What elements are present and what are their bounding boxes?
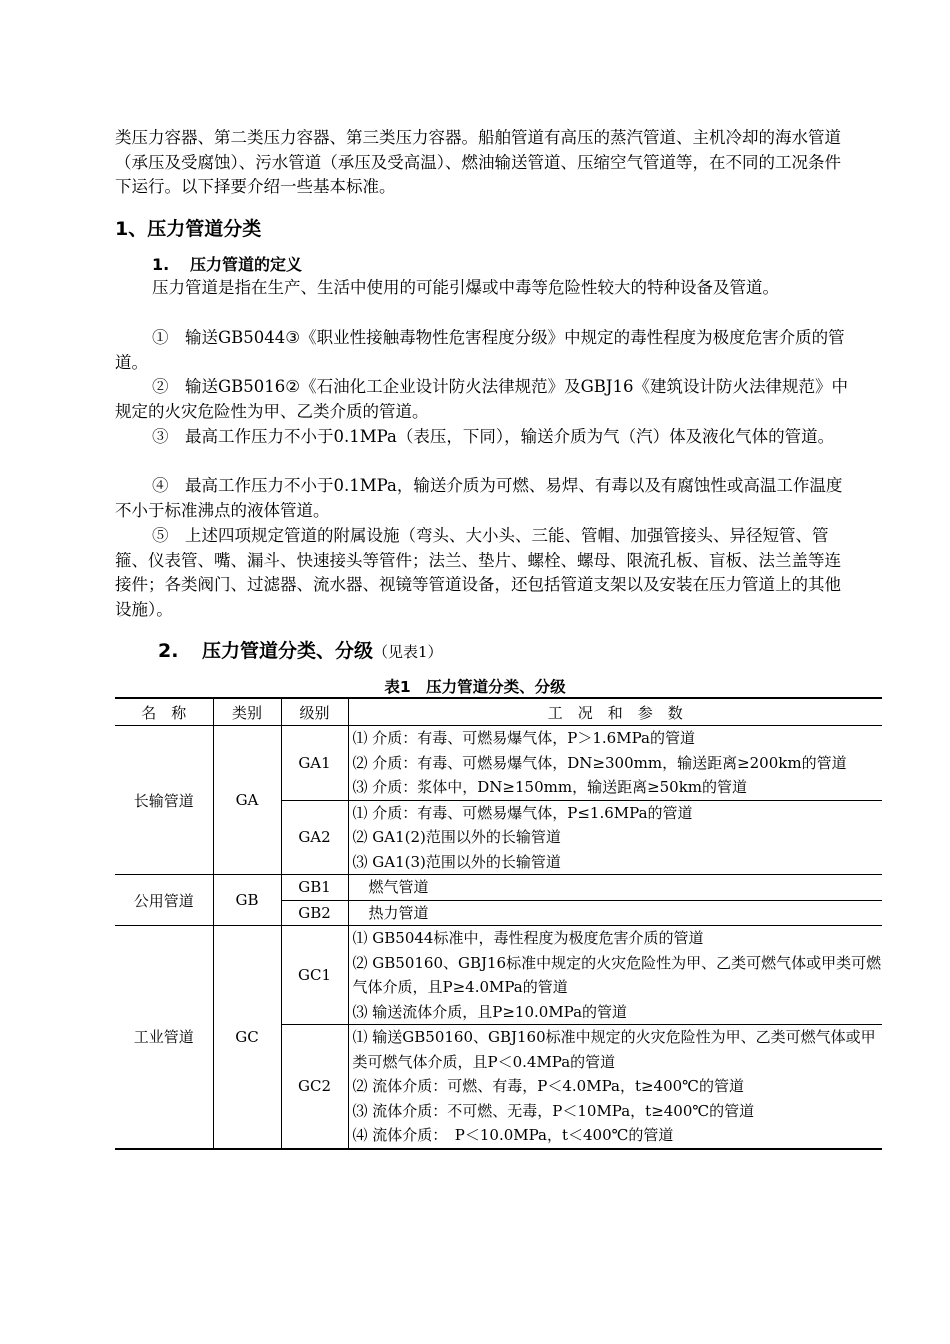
row-conditions-cell xyxy=(348,800,882,875)
definition-item-5: ⑤ 上述四项规定管道的附属设施（弯头、大小头、三能、管帽、加强管接头、异径短管、管箍、仪表管、嘴、漏斗、快速接头等管件；法兰、垫片、螺栓、螺母、限流孔板、盲板、法兰盖等连接件；各类阀门、过滤器、流水器、视镜等管道设备，还包括管道支架以及安装在压力管道上的其他设施）。 xyxy=(115,526,841,619)
table-header-row xyxy=(115,698,882,726)
subsection-number: 1. xyxy=(152,255,170,274)
row-category-cell: GC xyxy=(213,926,281,1149)
row-category-cell: GB xyxy=(213,875,281,926)
table-row xyxy=(115,875,882,901)
condition-line: ⑵ GB50160、GBJ16标准中规定的火灾危险性为甲、乙类可燃气体或甲类可燃气体介质，且P≥4.0MPa的管道 xyxy=(352,953,882,996)
condition-line: ⑴ GB5044标准中，毒性程度为极度危害介质的管道 xyxy=(352,929,704,947)
row-conditions-cell xyxy=(348,726,882,801)
section-heading-1: 1、压力管道分类 xyxy=(115,218,262,240)
row-category-cell: GA xyxy=(213,726,281,875)
table-reference-note: （见表1） xyxy=(373,643,443,661)
row-grade-cell: GA2 xyxy=(281,800,348,875)
row-grade-cell: GC1 xyxy=(281,926,348,1025)
condition-line: 热力管道 xyxy=(368,903,429,922)
row-conditions-cell xyxy=(348,900,882,926)
header-name: 名 称 xyxy=(115,698,213,726)
row-conditions-cell xyxy=(348,926,882,1025)
subsection-title: 压力管道分类、分级 xyxy=(202,640,374,662)
condition-line: ⑶ 输送流体介质，且P≥10.0MPa的管道 xyxy=(352,1002,628,1021)
condition-line: ⑵ 流体介质：可燃、有毒，P＜4.0MPa，t≥400℃的管道 xyxy=(352,1077,744,1095)
table-row xyxy=(115,726,882,801)
definition-item-2: ② 输送GB5016②《石油化工企业设计防火法律规范》及GBJ16《建筑设计防火法律规范》中规定的火灾危险性为甲、乙类介质的管道。 xyxy=(115,377,849,421)
row-grade-cell: GC2 xyxy=(281,1025,348,1149)
subsection-number: 2. xyxy=(158,640,179,662)
definition-item-4: ④ 最高工作压力不小于0.1MPa，输送介质为可燃、易焊、有毒以及有腐蚀性或高温工作温度不小于标准沸点的液体管道。 xyxy=(115,476,843,520)
table-caption: 表1 压力管道分类、分级 xyxy=(384,678,566,696)
row-name-cell: 长输管道 xyxy=(115,726,213,875)
definition-paragraph: 压力管道是指在生产、生活中使用的可能引爆或中毒等危险性较大的特种设备及管道。 xyxy=(152,278,779,297)
row-conditions-cell xyxy=(348,1025,882,1149)
condition-line: ⑶ 流体介质：不可燃、无毒，P＜10MPa，t≥400℃的管道 xyxy=(352,1101,755,1120)
definition-item-3: ③ 最高工作压力不小于0.1MPa（表压，下同），输送介质为气（汽）体及液化气体的管道。 xyxy=(152,427,835,446)
condition-line: ⑴ 介质：有毒、可燃易爆气体，P＞1.6MPa的管道 xyxy=(352,729,695,747)
header-conditions: 工 况 和 参 数 xyxy=(348,698,882,726)
intro-paragraph: 类压力容器、第二类压力容器、第三类压力容器。船舶管道有高压的蒸汽管道、主机冷却的海水管道（承压及受腐蚀）、污水管道（承压及受高温）、燃油输送管道、压缩空气管道等，在不同的工况条件下运行。以下择要介绍一些基本标准。 xyxy=(115,128,841,196)
condition-line: ⑵ GA1(2)范围以外的长输管道 xyxy=(352,828,561,846)
condition-line: ⑴ 介质：有毒、可燃易爆气体，P≤1.6MPa的管道 xyxy=(352,803,693,822)
condition-line: ⑶ GA1(3)范围以外的长输管道 xyxy=(352,852,561,871)
row-grade-cell: GA1 xyxy=(281,726,348,801)
definition-item-1: ① 输送GB5044③《职业性接触毒物性危害程度分级》中规定的毒性程度为极度危害介质的管道。 xyxy=(115,328,845,372)
row-name-cell: 工业管道 xyxy=(115,926,213,1149)
classification-table xyxy=(115,697,882,1150)
header-category: 类别 xyxy=(213,698,281,726)
row-grade-cell: GB2 xyxy=(281,900,348,926)
row-grade-cell: GB1 xyxy=(281,875,348,901)
subsection-title: 压力管道的定义 xyxy=(190,255,303,274)
table-row xyxy=(115,926,882,1025)
condition-line: ⑶ 介质：浆体中，DN≥150mm，输送距离≥50km的管道 xyxy=(352,778,748,796)
row-conditions-cell xyxy=(348,875,882,901)
row-name-cell: 公用管道 xyxy=(115,875,213,926)
subsection-heading-definition xyxy=(152,252,302,275)
condition-line: ⑵ 介质：有毒、可燃易爆气体，DN≥300mm，输送距离≥200km的管道 xyxy=(352,753,847,772)
header-grade: 级别 xyxy=(281,698,348,726)
condition-line: 燃气管道 xyxy=(368,878,429,896)
condition-line: ⑴ 输送GB50160、GBJ160标准中规定的火灾危险性为甲、乙类可燃气体或甲类可燃气体介质，且P＜0.4MPa的管道 xyxy=(352,1028,876,1071)
subsection-heading-classification xyxy=(158,636,443,663)
condition-line: ⑷ 流体介质： P＜10.0MPa，t＜400℃的管道 xyxy=(352,1126,674,1144)
